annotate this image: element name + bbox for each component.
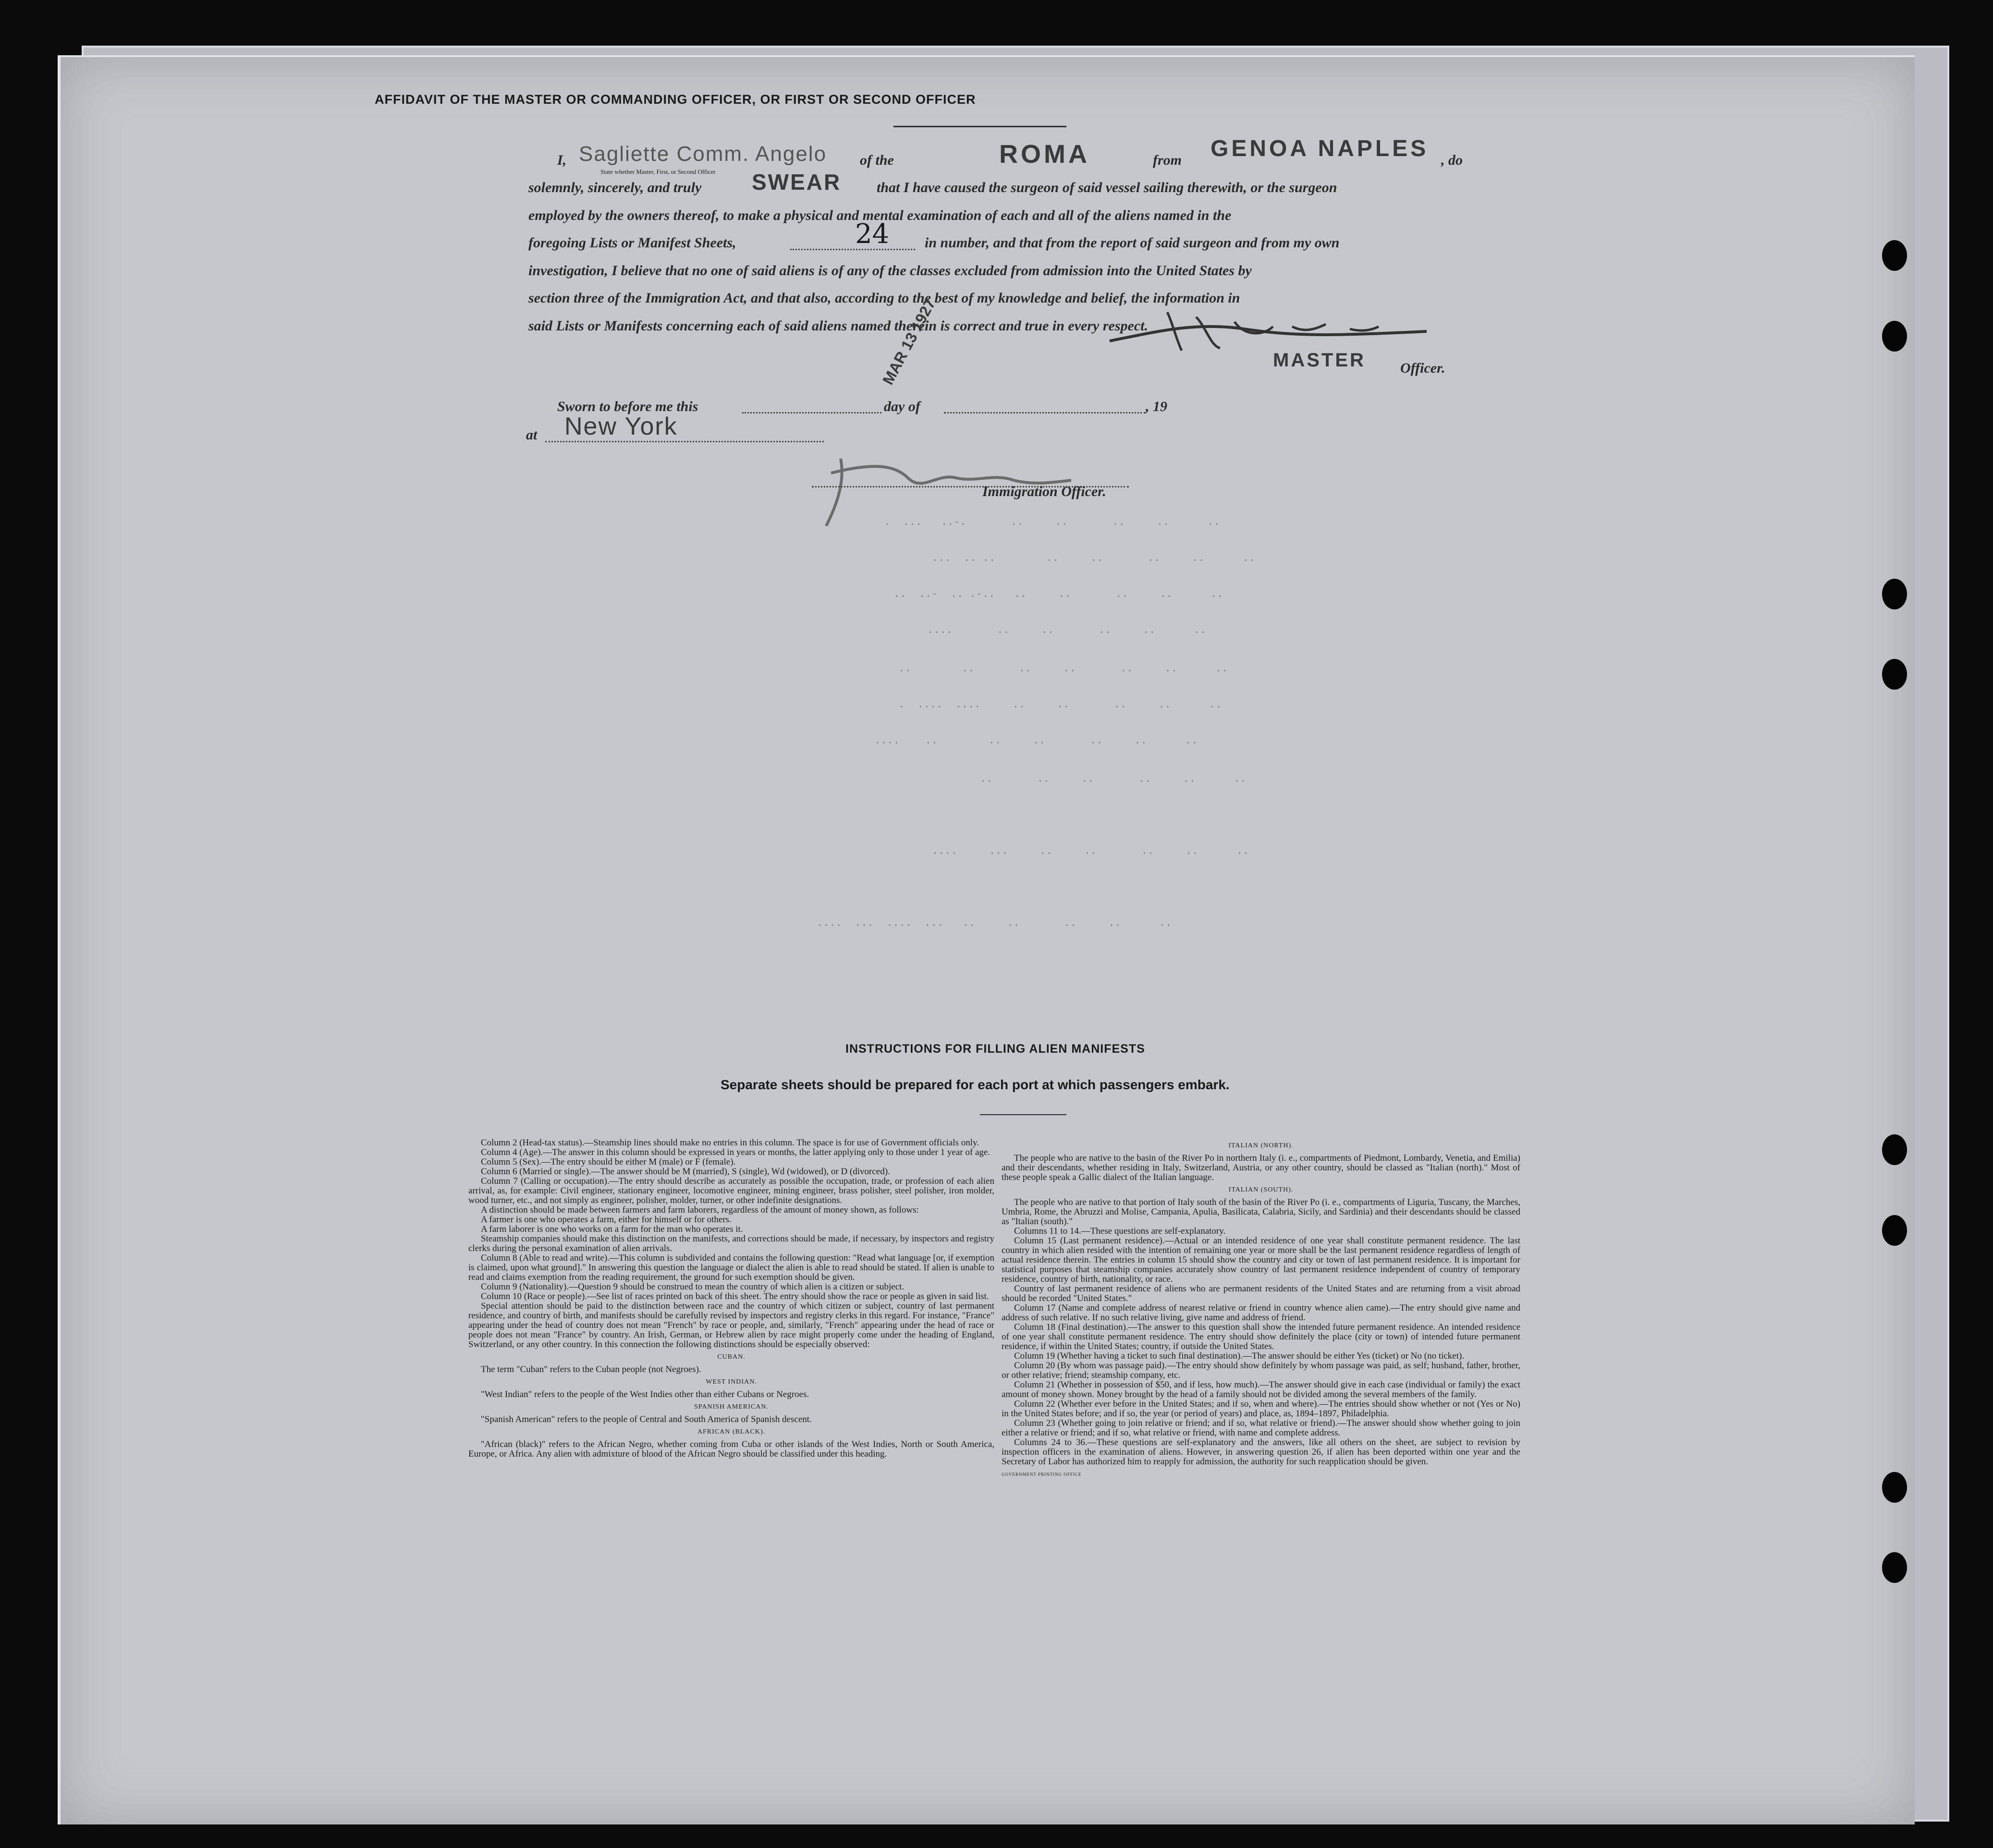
italian-south-heading: ITALIAN (SOUTH). — [1228, 1186, 1294, 1193]
right-paragraph: Column 17 (Name and complete address of nearest relative or friend in country whence alien came).—The entry should give name and address of such relative. If no such relative living, give name and address of friend. — [1002, 1303, 1520, 1323]
left-paragraph: Column 5 (Sex).—The entry should be either M (male) or F (female). — [481, 1157, 736, 1167]
right-paragraph: The people who are native to that portion of Italy south of the basin of the River Po (i. e., compartments of Liguria, Tuscany, the Marches, Umbria, Rome, the Abruzzi and Molise, Campania, Apulia, Basilicata, Calabria, Sicily, and Sardinia) and their descendants should be classed as "Italian (south)." — [1002, 1197, 1520, 1227]
day-line — [944, 412, 1146, 413]
bleed-row: .. .. .. .. .. .. .. — [898, 663, 1228, 675]
affidavit-line-3: employed by the owners thereof, to make a physical and mental examination of each and all of the aliens named in the — [528, 207, 1232, 223]
left-paragraph: Column 4 (Age).—The answer in this column should be expressed in years or months, the latter applying only to those under 1 year of age. — [481, 1147, 990, 1157]
left-paragraph: A farm laborer is one who works on a farm for the man who operates it. — [481, 1224, 743, 1234]
punch-hole — [1882, 1134, 1907, 1165]
right-paragraph: Column 22 (Whether ever before in the United States; and if so, when and where).—The entries should show whether or not (Yes or No) in the United States before; and if so, the year (or period of years) and place, as, 1894–1897, Philadelphia. — [1002, 1399, 1520, 1419]
sworn-label: Sworn to before me this — [557, 399, 698, 414]
right-paragraph: Column 19 (Whether having a ticket to such final destination).—The answer should be either Yes (ticket) or No (no ticket). — [1014, 1351, 1465, 1361]
right-paragraph: Columns 11 to 14.—These questions are self-explanatory. — [1014, 1226, 1226, 1236]
left-paragraph: Column 2 (Head-tax status).—Steamship lines should make no entries in this column. The space is for use of Government officials only. — [481, 1138, 979, 1148]
place-stamp: New York — [564, 413, 678, 440]
right-paragraph: Country of last permanent residence of aliens who are permanent residents of the United States and are returning from a visit abroad should be recorded "United States." — [1002, 1284, 1520, 1303]
affidavit-line-2b: that I have caused the surgeon of said vessel sailing therewith, or the surgeon — [877, 180, 1337, 195]
officer-note: State whether Master, First, or Second Officer — [600, 168, 716, 175]
affidavit-line-7: said Lists or Manifests concerning each of said aliens named therein is correct and true in every respect. — [528, 318, 1148, 334]
italian-north-heading: ITALIAN (NORTH). — [1228, 1142, 1294, 1149]
instructions-left-column — [468, 1138, 994, 1459]
right-paragraph: Column 20 (By whom was passage paid).—The entry should show definitely by whom passage was paid, as self; husband, father, brother, or other relative; friend; steamship company, etc. — [1002, 1361, 1520, 1380]
affidavit-line-2a: solemnly, sincerely, and truly — [528, 180, 702, 195]
cuban-heading: CUBAN. — [717, 1353, 746, 1361]
african-heading: AFRICAN (BLACK). — [697, 1428, 766, 1435]
right-paragraph: Columns 24 to 36.—These questions are self-explanatory and the answers, like all others on the sheet, are subject to revision by inspection officers in the examination of aliens. However, in answering question 26, if alien has been deported within one year and the Secretary of Labor has authorized him to reapply for admission, the authority for such reapplication should be given. — [1002, 1437, 1520, 1467]
of-the-label: of the — [860, 152, 894, 168]
title-rule — [893, 126, 1066, 127]
bleed-row: .. .. .. .. .. .. — [980, 773, 1247, 785]
left-paragraph: Column 6 (Married or single).—The answer should be M (married), S (single), Wd (widowed), or D (divorced). — [481, 1167, 890, 1177]
line1-prefix: I, — [557, 152, 567, 168]
officer-label: Officer. — [1400, 360, 1445, 376]
west-indian-text: "West Indian" refers to the people of the West Indies other than either Cubans or Negroes. — [481, 1389, 809, 1399]
bleed-row: .... ... .... ... .. .. .. .. .. — [817, 917, 1172, 929]
right-paragraph: Column 23 (Whether going to join relative or friend; and if so, what relative or friend).—The answer should show whether going to join either a relative or friend; and if so, what relative or friend, with name and complete address. — [1002, 1418, 1520, 1438]
affidavit-title: AFFIDAVIT OF THE MASTER OR COMMANDING OFFICER, OR FIRST OR SECOND OFFICER — [375, 92, 976, 107]
right-paragraph: Column 18 (Final destination).—The answer to this question shall show the intended future permanent residence. An intended residence of one year shall constitute permanent residence. The entry should show definitely the place (city or town) of intended future permanent residence, if within the United States; country, if outside the United States. — [1002, 1322, 1520, 1351]
west-indian-heading: WEST INDIAN. — [706, 1378, 757, 1386]
left-paragraph: Special attention should be paid to the distinction between race and the country of which citizen or subject, country of last permanent residence, and country of birth, and manifests should be carefully revised by inspectors and registry clerks in this regard. For instance, "France" appearing under the head of country does not mean "French" by race or people, and, similarly, "French" appearing under the head of race or people does not mean "France" by country. An Irish, German, or Hebrew alien by race might properly come under the heading of England, Switzerland, or any other country. In this connection the following distinctions should be especially observed: — [468, 1301, 994, 1350]
bleed-row: . ... ..-. .. .. .. .. .. — [884, 516, 1220, 528]
left-paragraph: Column 10 (Race or people).—See list of races printed on back of this sheet. The entry should show the race or people as given in said list. — [481, 1291, 989, 1301]
left-paragraph: A distinction should be made between farmers and farm laborers, regardless of the amount of money shown, as follows: — [481, 1205, 919, 1215]
instructions-right-column — [1002, 1138, 1520, 1482]
spanish-american-heading: SPANISH AMERICAN. — [694, 1403, 769, 1410]
african-text: "African (black)" refers to the African Negro, whether coming from Cuba or other islands of the West Indies, North or South America, Europe, or Africa. Any alien with admixture of blood of the African Negro should be classified under this heading. — [468, 1439, 994, 1459]
spanish-american-text: "Spanish American" refers to the people of Central and South America of Spanish descent. — [481, 1414, 812, 1424]
bleed-row: ... .. .. .. .. .. .. .. — [932, 552, 1256, 564]
printer-credit: GOVERNMENT PRINTING OFFICE — [1002, 1472, 1082, 1477]
bleed-row: .... ... .. .. .. .. .. — [932, 845, 1249, 857]
affidavit-line-5: investigation, I believe that no one of said aliens is of any of the classes excluded from admission into the United States by — [528, 263, 1252, 279]
bleed-row: .... .. .. .. .. .. .. — [874, 735, 1198, 747]
punch-hole — [1882, 1552, 1907, 1583]
left-paragraph: Column 8 (Able to read and write).—This column is subdivided and contains the following question: "Read what language [or, if exemption is claimed, upon what ground]." In answering this question the language or dialect the alien is able to read should be stated. If alien is unable to read and claims exemption from the reading requirement, the ground for such exemption should be given. — [468, 1253, 994, 1282]
bleed-row: . .... .... .. .. .. .. .. — [898, 699, 1222, 711]
instructions-subtitle: Separate sheets should be prepared for each port at which passengers embark. — [721, 1077, 1230, 1092]
affidavit-line-4a: foregoing Lists or Manifest Sheets, — [528, 235, 736, 251]
at-label: at — [526, 427, 538, 443]
swear-stamp: SWEAR — [752, 170, 842, 195]
vessel-name: ROMA — [999, 140, 1090, 169]
instructions-title: INSTRUCTIONS FOR FILLING ALIEN MANIFESTS — [845, 1042, 1145, 1056]
year-label: , 19 — [1146, 399, 1167, 414]
sheet-count-line — [790, 249, 915, 250]
left-paragraph: A farmer is one who operates a farm, either for himself or for others. — [481, 1215, 732, 1225]
place-line — [545, 441, 824, 442]
affidavit-line-6: section three of the Immigration Act, and that also, according to the best of my knowledge and belief, the information in — [528, 290, 1240, 306]
punch-hole — [1882, 321, 1907, 352]
affidavit-line-4b: in number, and that from the report of said surgeon and from my own — [925, 235, 1340, 251]
punch-hole — [1882, 240, 1907, 271]
sheet-count: 24 — [855, 219, 890, 250]
officer-rank: MASTER — [1273, 350, 1366, 371]
instructions-rule — [980, 1114, 1066, 1115]
punch-hole — [1882, 579, 1907, 609]
left-paragraph: Steamship companies should make this distinction on the manifests, and corrections should be made, if necessary, by inspectors and registry clerks during the personal examination of alien arrivals. — [468, 1234, 994, 1253]
master-signature — [1100, 303, 1436, 360]
punch-hole — [1882, 1472, 1907, 1503]
left-paragraph: Column 9 (Nationality).—Question 9 should be construed to mean the country of which alien is a citizen or subject. — [481, 1282, 905, 1292]
do-label: , do — [1441, 152, 1463, 168]
departure-ports: GENOA NAPLES — [1210, 136, 1429, 161]
punch-hole — [1882, 659, 1907, 690]
immigration-officer-label: Immigration Officer. — [982, 484, 1106, 499]
from-label: from — [1153, 152, 1182, 168]
italian-north-text: The people who are native to the basin of the River Po in northern Italy (i. e., compartments of Piedmont, Lombardy, Venetia, and Emilia) and their descendants, whether residing in Italy, Switzerland, Austria, or any other country, should be classed as "Italian (north)." Most of these people speak a Gallic dialect of the Italian language. — [1002, 1153, 1520, 1182]
bleed-row: .. ..- .. .-.. .. .. .. .. .. — [893, 588, 1223, 600]
date-stamp: MAR 13 1927 — [879, 295, 939, 388]
right-paragraph: Column 15 (Last permanent residence).—Actual or an intended residence of one year shall constitute permanent residence. The last country in which alien resided with the intention of remaining one year or more shall be the last permanent residence regardless of length of actual residence therein. The entries in column 15 should show the country and city or town of last permanent residence. It is important for statistical purposes that steamship companies accurately show country of last permanent residence independent of country of temporary residence, country of birth, nationality, or race. — [1002, 1236, 1520, 1284]
master-name: Sagliette Comm. Angelo — [579, 142, 827, 166]
right-paragraph: Column 21 (Whether in possession of $50, and if less, how much).—The answer should give in each case (individual or family) the exact amount of money shown. Money brought by the head of a family should not be divided among the several members of the family. — [1002, 1380, 1520, 1399]
bleed-row: .... .. .. .. .. .. — [927, 624, 1206, 636]
day-label: day of — [884, 399, 920, 414]
left-paragraph: Column 7 (Calling or occupation).—The entry should describe as accurately as possible the occupation, trade, or profession of each alien arrival, as, for example: Civil engineer, stationary engineer, locomotive engineer, mining engineer, brass polisher, steel polisher, iron molder, wood turner, etc., and not simply as engineer, polisher, molder, turner, or other indefinite designations. — [468, 1176, 994, 1205]
punch-hole — [1882, 1215, 1907, 1246]
cuban-text: The term "Cuban" refers to the Cuban people (not Negroes). — [481, 1364, 701, 1374]
sworn-line — [742, 412, 881, 413]
